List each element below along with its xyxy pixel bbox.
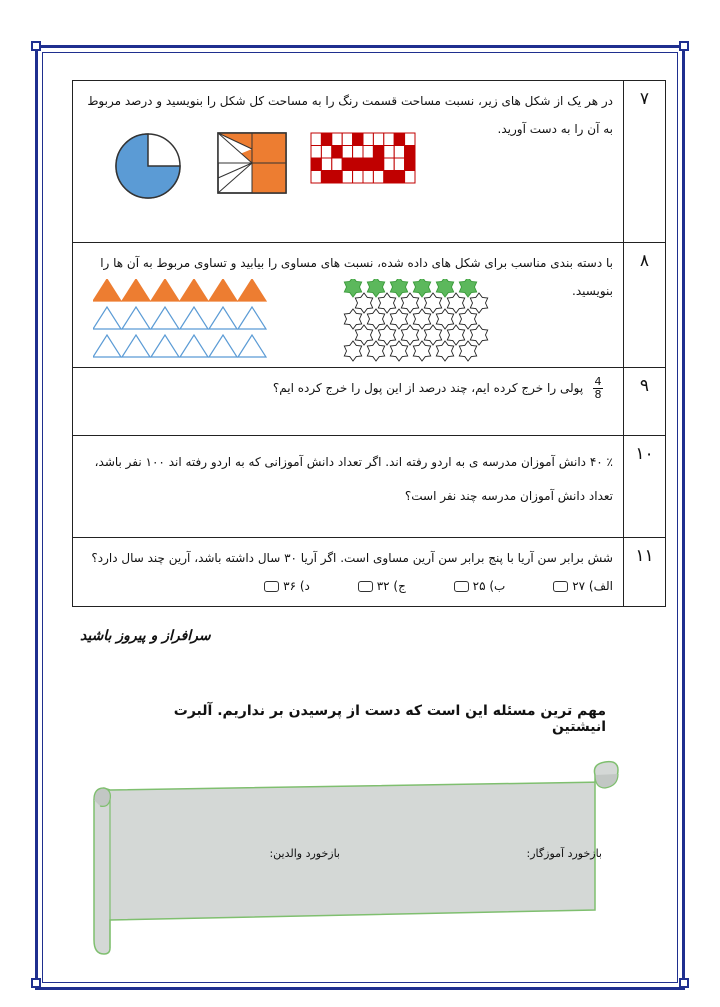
question-body [73,368,624,436]
option-a[interactable]: الف) ۲۷ [549,572,613,600]
question-body [73,538,624,607]
grid-figure [311,133,415,183]
border-corner [31,41,41,51]
question-row-8 [73,243,666,368]
question-number: ۹ [624,368,666,436]
shaded-figures [93,131,633,201]
question-row-7 [73,81,666,243]
checkbox[interactable] [358,581,373,592]
questions-table [72,80,666,607]
question-body [73,243,624,368]
question-text: شش برابر سن آریا با پنج برابر سن آرین مساوی است. اگر آریا ۳۰ سال داشته باشد، آرین چند سال دارد؟ [91,551,613,565]
question-number: ۱۱ [624,538,666,607]
square-figure [218,133,286,193]
checkbox[interactable] [454,581,469,592]
fraction: $\frac{4}{8}$ [594,375,602,401]
option-b[interactable]: ب) ۲۵ [450,572,506,600]
question-body [73,81,624,243]
question-text-line: تعداد دانش آموزان مدرسه چند نفر است؟ [404,489,613,503]
border-corner [679,41,689,51]
pie-figure [116,134,180,198]
question-row-10 [73,436,666,538]
question-text: در هر یک از شکل های زیر، نسبت مساحت قسمت رنگ را به مساحت کل شکل را بنویسید و درصد مربوط به آن را به دست آورید. [87,94,613,136]
signoff-text: سرافراز و پیروز باشید [80,628,211,644]
grouping-figures [93,279,633,369]
question-text: $\frac{4}{8}$ پولی را خرج کرده ایم، چند درصد از این پول را خرج کرده ایم؟ [272,375,602,401]
quote-text: مهم ترین مسئله این است که دست از پرسیدن بر نداریم. آلبرت انیشتین [173,703,606,735]
question-text-line: ٪ ۴۰ دانش آموزان مدرسه ی به اردو رفته اند. اگر تعداد دانش آموزانی که به اردو رفته اند ۱۰۰ نفر باشد، [94,455,613,469]
border-corner [679,978,689,988]
option-d[interactable]: د) ۳۶ [260,572,310,600]
triangles-figure [93,279,266,357]
question-number: ۷ [624,81,666,243]
feedback-scroll [90,760,620,955]
option-c[interactable]: ج) ۳۲ [354,572,406,600]
border-corner [31,978,41,988]
parents-feedback-label: بازخورد والدین: [269,847,340,860]
question-text: با دسته بندی مناسب برای شکل های داده شده، نسبت های مساوی را بیابید و تساوی مربوط به آن ها را بنویسید. [100,256,613,298]
question-number: ۸ [624,243,666,368]
question-row-9 [73,368,666,436]
checkbox[interactable] [264,581,279,592]
question-number: ۱۰ [624,436,666,538]
answer-options [83,572,613,600]
teacher-feedback-label: بازخورد آموزگار: [526,847,602,860]
checkbox[interactable] [553,581,568,592]
question-row-11 [73,538,666,607]
stars-figure [344,279,487,361]
question-body [73,436,624,538]
